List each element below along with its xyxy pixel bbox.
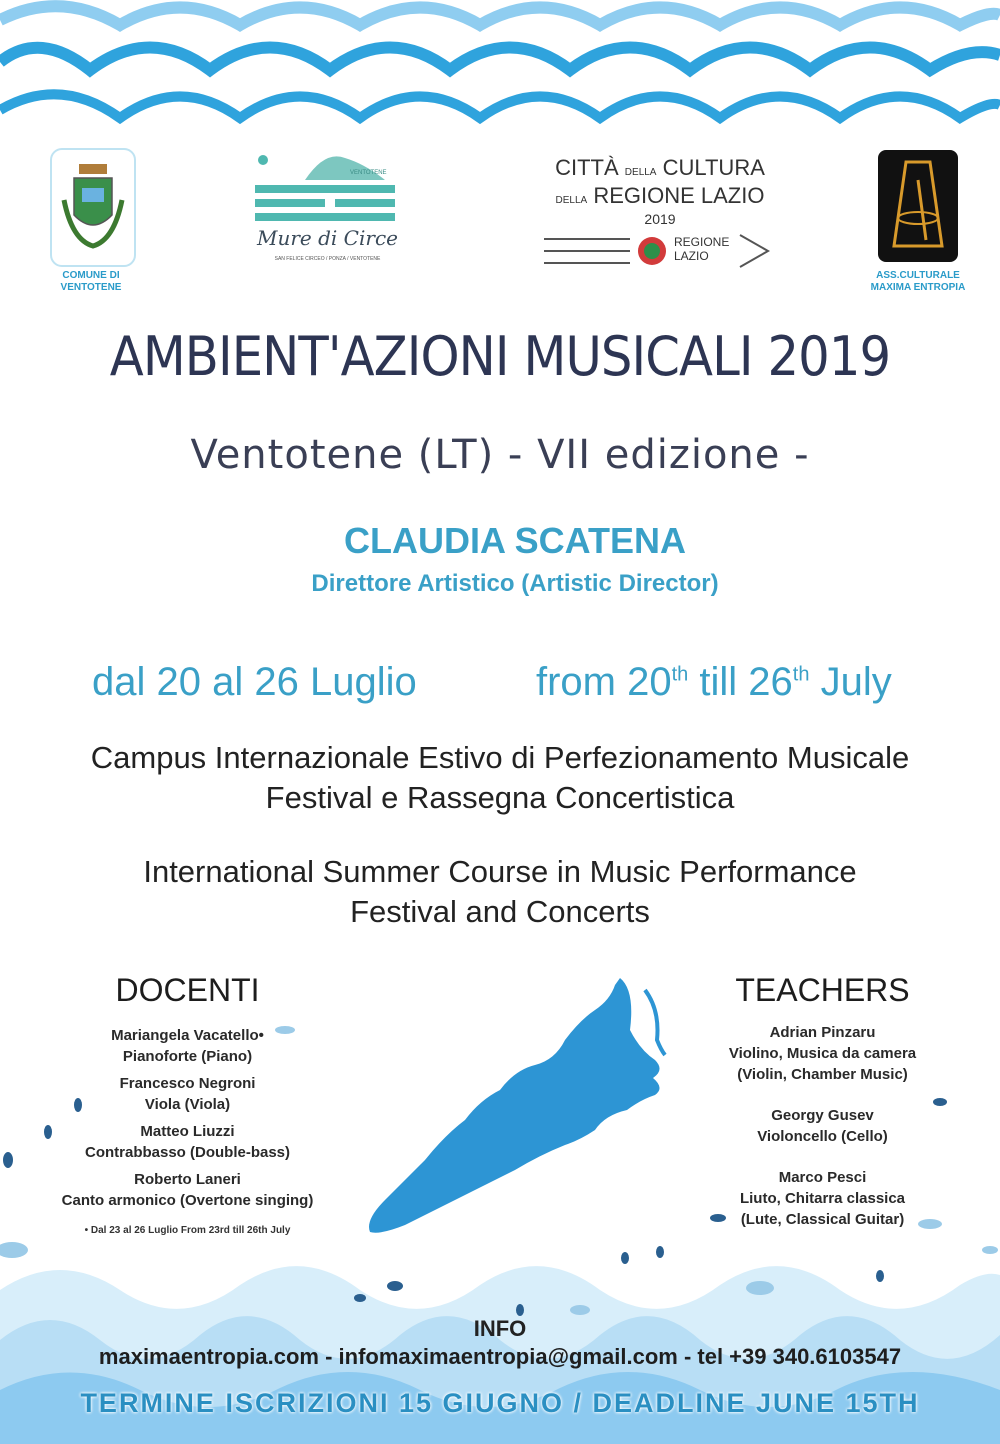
maxima-caption [855,270,981,294]
teachers-item [700,1022,945,1085]
citta-cultura-word: CULTURA [662,155,765,180]
contact-info: maximaentropia.com - infomaximaentropia@gmail.com - tel +39 340.6103547 [98,1344,902,1369]
teachers-item [700,1105,945,1147]
docente-name: Matteo Liuzzi [140,1123,235,1140]
page-title: AMBIENT'AZIONI MUSICALI 2019 [109,325,891,388]
mure-small-bottom: SAN FELICE CIRCEO / PONZA / VENTOTENE [274,256,381,262]
course-italian [0,738,1000,818]
dates-en-till: till 26 [688,660,793,704]
course-english [0,852,1000,932]
teacher-name: Adrian Pinzaru [769,1024,876,1041]
maxima-entropia-logo [878,150,958,262]
mure-name: Mure di Circe [257,226,398,250]
subtitle: Ventotene (LT) - VII edizione - [190,432,810,478]
regione-label-line-1: REGIONE [674,235,730,249]
director-name: CLAUDIA SCATENA [344,520,686,561]
comune-caption [40,270,142,294]
docente-instrument: Canto armonico (Overtone singing) [61,1192,314,1209]
comune-logo [50,148,136,267]
info-label: INFO [473,1316,527,1341]
top-wave-border [0,0,1000,130]
regione-label [674,235,729,263]
mure-small-top: VENTOTENE [350,170,387,176]
docente-instrument: Viola (Viola) [144,1096,231,1113]
docenti-heading: DOCENTI [115,972,260,1008]
teacher-name: Georgy Gusev [771,1107,874,1124]
teachers-heading: TEACHERS [735,972,910,1008]
dates-en-from: from 20 [536,660,672,704]
course-it-line-2: Festival e Rassegna Concertistica [265,780,735,815]
citta-line-2 [540,183,780,209]
maxima-caption-line-2: MAXIMA ENTROPIA [870,282,966,293]
docenti-footnote: • Dal 23 al 26 Luglio From 23rd till 26th July [84,1225,291,1236]
teacher-instrument-en: (Lute, Classical Guitar) [740,1211,905,1228]
course-en-line-2: Festival and Concerts [350,894,650,929]
dates-english [536,660,892,705]
director-role: Direttore Artistico (Artistic Director) [311,570,719,597]
registration-deadline: TERMINE ISCRIZIONI 15 GIUGNO / DEADLINE JUNE 15TH [80,1388,920,1418]
dates-italian: dal 20 al 26 Luglio [92,660,417,704]
course-it-line-1: Campus Internazionale Estivo di Perfezionamento Musicale [90,740,910,775]
citta-line2-della-small: DELLA [555,195,588,206]
docente-name: Francesco Negroni [119,1075,256,1092]
teacher-name: Marco Pesci [778,1169,867,1186]
regione-label-line-2: LAZIO [674,249,709,263]
teacher-instrument: Liuto, Chitarra classica [739,1190,906,1207]
docenti-item [40,1121,335,1163]
docente-instrument: Pianoforte (Piano) [122,1048,253,1065]
dates-en-sup1: th [671,663,689,686]
regione-lazio-lines-icon [540,229,780,279]
teacher-instrument: Violoncello (Cello) [757,1128,888,1145]
comune-caption-line-1: COMUNE DI [62,270,120,281]
citta-della-small: DELLA [624,167,657,178]
docente-instrument: Contrabbasso (Double-bass) [84,1144,291,1161]
coat-of-arms-icon [52,150,134,265]
citta-word: CITTÀ [555,155,619,180]
docenti-list [40,1025,335,1236]
docenti-item [40,1169,335,1211]
teachers-list [700,1022,945,1230]
metronome-icon [878,150,958,262]
citta-regione-lazio: REGIONE LAZIO [593,183,765,208]
teacher-instrument-en: (Violin, Chamber Music) [737,1066,908,1083]
mure-di-circe-icon [245,150,410,230]
citta-year: 2019 [644,211,676,227]
docenti-item [40,1073,335,1115]
teachers-item [700,1167,945,1230]
course-en-line-1: International Summer Course in Music Performance [143,854,857,889]
citta-line-1 [540,155,780,181]
mure-di-circe-logo [245,150,410,295]
docente-name: Roberto Laneri [134,1171,241,1188]
comune-caption-line-2: VENTOTENE [60,282,122,293]
dates-en-month: July [809,660,892,704]
docente-name: Mariangela Vacatello• [111,1027,264,1044]
teacher-instrument: Violino, Musica da camera [728,1045,917,1062]
maxima-caption-line-1: ASS.CULTURALE [876,270,960,281]
citta-cultura-logo [540,155,780,285]
docenti-item [40,1025,335,1067]
dates-en-sup2: th [792,663,810,686]
